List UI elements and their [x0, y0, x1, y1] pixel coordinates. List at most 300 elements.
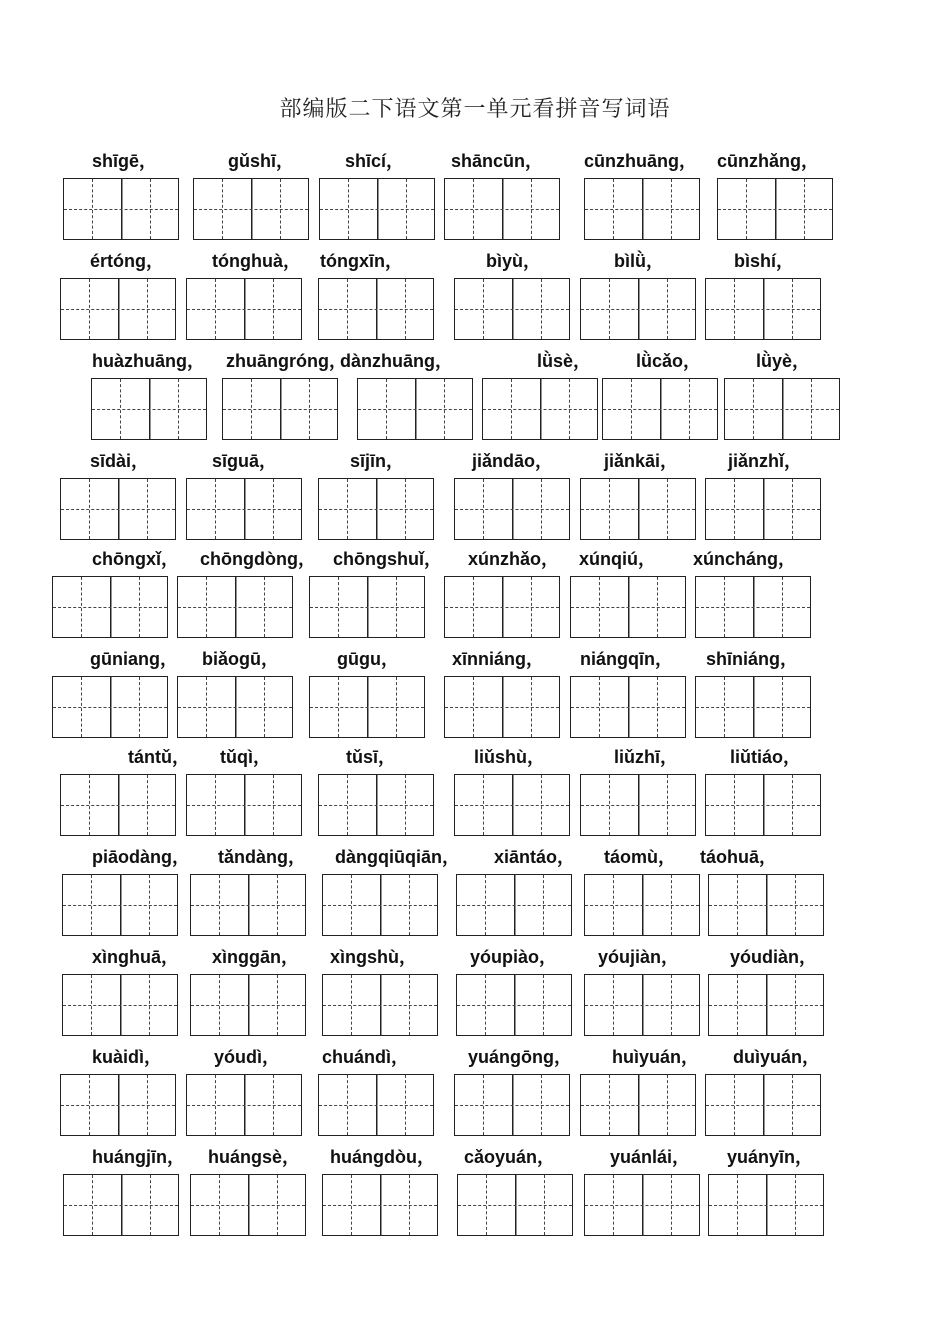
guide-line [541, 775, 542, 835]
guide-line [599, 677, 600, 737]
pinyin-prompt: jiǎndāo， [472, 451, 554, 471]
writing-grid-box[interactable] [318, 1074, 434, 1136]
pinyin-prompt: bìlǜ， [614, 251, 664, 271]
pinyin-prompt: shīniáng， [706, 649, 799, 669]
writing-grid-box[interactable] [444, 178, 560, 240]
word-row [0, 250, 950, 350]
guide-line [396, 577, 397, 637]
pinyin-prompt: niángqīn， [580, 649, 673, 669]
pinyin-prompt: huángjīn， [92, 1147, 185, 1167]
pinyin-prompt: xiāntáo， [494, 847, 576, 867]
pinyin-prompt: liǔzhī， [614, 747, 678, 767]
pinyin-prompt: chōngdòng， [200, 549, 316, 569]
guide-line [657, 577, 658, 637]
pinyin-prompt: dàngqiūqiān， [335, 847, 460, 867]
guide-line [603, 409, 717, 410]
guide-line [613, 1175, 614, 1235]
writing-grid-box[interactable] [60, 1074, 176, 1136]
guide-line [737, 875, 738, 935]
guide-line [609, 775, 610, 835]
guide-line [455, 309, 569, 310]
guide-line [61, 1105, 175, 1106]
guide-line [273, 1075, 274, 1135]
guide-line [541, 479, 542, 539]
guide-line [89, 1075, 90, 1135]
guide-line [457, 905, 571, 906]
guide-line [792, 479, 793, 539]
writing-grid-box[interactable] [708, 874, 824, 936]
pinyin-prompt: cūnzhuāng， [584, 151, 697, 171]
guide-line [737, 1175, 738, 1235]
guide-line [792, 1075, 793, 1135]
pinyin-prompt: xìnggān， [212, 947, 300, 967]
guide-line [485, 875, 486, 935]
guide-line [483, 775, 484, 835]
guide-line [178, 379, 179, 439]
guide-line [706, 509, 820, 510]
guide-line [147, 1075, 148, 1135]
writing-grid-box[interactable] [708, 1174, 824, 1236]
pinyin-prompt: xìngshù， [330, 947, 418, 967]
guide-line [396, 677, 397, 737]
guide-line [338, 677, 339, 737]
guide-line [187, 309, 301, 310]
guide-line [455, 1105, 569, 1106]
pinyin-prompt: gūgu， [337, 649, 399, 669]
pinyin-prompt: gǔshī， [228, 151, 294, 171]
guide-line [734, 279, 735, 339]
guide-line [782, 577, 783, 637]
writing-grid-box[interactable] [705, 478, 821, 540]
guide-line [92, 409, 206, 410]
pinyin-prompt: shīcí， [345, 151, 405, 171]
pinyin-prompt: liǔtiáo， [730, 747, 801, 767]
guide-line [139, 677, 140, 737]
guide-line [405, 479, 406, 539]
writing-grid-box[interactable] [454, 278, 570, 340]
guide-line [92, 1175, 93, 1235]
guide-line [811, 379, 812, 439]
word-row [0, 746, 950, 846]
writing-grid-box[interactable] [584, 874, 700, 936]
guide-line [150, 179, 151, 239]
writing-grid-box[interactable] [190, 874, 306, 936]
writing-grid-box[interactable] [695, 676, 811, 738]
writing-grid-box[interactable] [318, 478, 434, 540]
pinyin-prompt: tǎndàng， [218, 847, 306, 867]
writing-grid-box[interactable] [602, 378, 718, 440]
guide-line [215, 279, 216, 339]
pinyin-prompt: xīnniáng， [452, 649, 545, 669]
writing-grid-box[interactable] [193, 178, 309, 240]
writing-grid-box[interactable] [186, 278, 302, 340]
pinyin-prompt: táohuā， [700, 847, 778, 867]
guide-line [149, 875, 150, 935]
pinyin-prompt: chōngxǐ， [92, 549, 180, 569]
writing-grid-box[interactable] [52, 676, 168, 738]
writing-grid-box[interactable] [52, 576, 168, 638]
pinyin-prompt: xúncháng， [693, 549, 797, 569]
writing-grid-box[interactable] [705, 278, 821, 340]
guide-line [81, 677, 82, 737]
writing-grid-box[interactable] [580, 1074, 696, 1136]
guide-line [147, 479, 148, 539]
pinyin-prompt: chōngshuǐ， [333, 549, 442, 569]
writing-grid-box[interactable] [456, 974, 572, 1036]
guide-line [219, 875, 220, 935]
guide-line [139, 577, 140, 637]
guide-line [483, 1075, 484, 1135]
word-row [0, 150, 950, 250]
writing-grid-box[interactable] [62, 974, 178, 1036]
guide-line [455, 509, 569, 510]
guide-line [178, 707, 292, 708]
guide-line [81, 577, 82, 637]
guide-line [485, 975, 486, 1035]
guide-line [792, 279, 793, 339]
word-row [0, 846, 950, 946]
pinyin-prompt: gūniang， [90, 649, 178, 669]
guide-line [323, 1205, 437, 1206]
guide-line [405, 775, 406, 835]
writing-grid-box[interactable] [222, 378, 338, 440]
guide-line [323, 1005, 437, 1006]
writing-grid-box[interactable] [454, 1074, 570, 1136]
guide-line [347, 279, 348, 339]
pinyin-prompt: yuánlái， [610, 1147, 691, 1167]
guide-line [309, 379, 310, 439]
guide-line [64, 209, 178, 210]
guide-line [89, 775, 90, 835]
guide-line [273, 279, 274, 339]
guide-line [187, 805, 301, 806]
pinyin-prompt: cǎoyuán， [464, 1147, 556, 1167]
guide-line [724, 577, 725, 637]
writing-grid-box[interactable] [91, 378, 207, 440]
pinyin-prompt: bìyù， [486, 251, 542, 271]
guide-line [709, 1205, 823, 1206]
guide-line [753, 379, 754, 439]
guide-line [706, 1105, 820, 1106]
pinyin-prompt: tónghuà， [212, 251, 301, 271]
guide-line [150, 1175, 151, 1235]
page-title: 部编版二下语文第一单元看拼音写词语 [279, 97, 671, 122]
guide-line [215, 775, 216, 835]
guide-line [609, 279, 610, 339]
writing-grid-box[interactable] [482, 378, 598, 440]
guide-line [215, 479, 216, 539]
guide-line [409, 1175, 410, 1235]
guide-line [91, 975, 92, 1035]
guide-line [585, 905, 699, 906]
guide-line [473, 677, 474, 737]
writing-grid-box[interactable] [454, 478, 570, 540]
guide-line [657, 677, 658, 737]
writing-grid-box[interactable] [454, 774, 570, 836]
pinyin-prompt: biǎogū， [202, 649, 279, 669]
writing-grid-box[interactable] [190, 1174, 306, 1236]
pinyin-prompt: sīdài， [90, 451, 150, 471]
guide-line [569, 379, 570, 439]
pinyin-prompt: lǜcǎo， [636, 351, 702, 371]
writing-grid-box[interactable] [190, 974, 306, 1036]
guide-line [277, 975, 278, 1035]
pinyin-prompt: yóudiàn， [730, 947, 818, 967]
guide-line [191, 1005, 305, 1006]
pinyin-prompt: tǔsī， [346, 747, 397, 767]
guide-line [585, 1205, 699, 1206]
guide-line [609, 1075, 610, 1135]
pinyin-prompt: huìyuán， [612, 1047, 700, 1067]
guide-line [89, 479, 90, 539]
pinyin-prompt: értóng， [90, 251, 164, 271]
guide-line [671, 179, 672, 239]
writing-grid-box[interactable] [186, 478, 302, 540]
guide-line [206, 677, 207, 737]
pinyin-prompt: shīgē， [92, 151, 158, 171]
guide-line [706, 309, 820, 310]
writing-grid-box[interactable] [444, 576, 560, 638]
guide-line [795, 875, 796, 935]
writing-grid-box[interactable] [695, 576, 811, 638]
pinyin-prompt: cūnzhǎng， [717, 151, 819, 171]
pinyin-prompt: yóupiào， [470, 947, 558, 967]
guide-line [347, 1075, 348, 1135]
guide-line [147, 775, 148, 835]
guide-line [149, 975, 150, 1035]
writing-grid-box[interactable] [60, 478, 176, 540]
guide-line [264, 677, 265, 737]
word-row [0, 1046, 950, 1146]
guide-line [409, 975, 410, 1035]
pinyin-prompt: tǔqì， [220, 747, 271, 767]
writing-grid-box[interactable] [570, 576, 686, 638]
pinyin-prompt: yóudì， [214, 1047, 280, 1067]
writing-grid-box[interactable] [584, 1174, 700, 1236]
guide-line [671, 975, 672, 1035]
writing-grid-box[interactable] [60, 774, 176, 836]
writing-grid-box[interactable] [318, 278, 434, 340]
guide-line [61, 309, 175, 310]
guide-line [310, 607, 424, 608]
guide-line [53, 607, 167, 608]
pinyin-prompt: jiǎnkāi， [604, 451, 679, 471]
guide-line [671, 1175, 672, 1235]
pinyin-prompt: huángsè， [208, 1147, 301, 1167]
writing-grid-box[interactable] [357, 378, 473, 440]
guide-line [406, 179, 407, 239]
guide-line [737, 975, 738, 1035]
guide-line [734, 1075, 735, 1135]
guide-line [706, 805, 820, 806]
pinyin-prompt: shāncūn， [451, 151, 544, 171]
guide-line [631, 379, 632, 439]
guide-line [405, 279, 406, 339]
pinyin-prompt: yuángōng， [468, 1047, 572, 1067]
guide-line [219, 975, 220, 1035]
guide-line [319, 309, 433, 310]
writing-grid-box[interactable] [322, 874, 438, 936]
guide-line [191, 905, 305, 906]
word-row [0, 350, 950, 450]
guide-line [277, 875, 278, 935]
guide-line [191, 1205, 305, 1206]
writing-grid-box[interactable] [580, 478, 696, 540]
writing-grid-box[interactable] [457, 1174, 573, 1236]
writing-grid-box[interactable] [444, 676, 560, 738]
writing-grid-box[interactable] [177, 676, 293, 738]
guide-line [91, 875, 92, 935]
writing-grid-box[interactable] [186, 774, 302, 836]
guide-line [457, 1005, 571, 1006]
guide-line [61, 509, 175, 510]
writing-grid-box[interactable] [309, 676, 425, 738]
guide-line [319, 805, 433, 806]
pinyin-prompt: tóngxīn， [320, 251, 403, 271]
writing-grid-box[interactable] [580, 774, 696, 836]
guide-line [613, 975, 614, 1035]
writing-grid-box[interactable] [186, 1074, 302, 1136]
guide-line [445, 707, 559, 708]
guide-line [61, 805, 175, 806]
pinyin-prompt: táomù， [604, 847, 676, 867]
guide-line [724, 677, 725, 737]
guide-line [206, 577, 207, 637]
guide-line [264, 577, 265, 637]
guide-line [581, 509, 695, 510]
writing-grid-box[interactable] [724, 378, 840, 440]
writing-grid-box[interactable] [62, 874, 178, 936]
guide-line [473, 577, 474, 637]
pinyin-prompt: huángdòu， [330, 1147, 435, 1167]
writing-grid-box[interactable] [580, 278, 696, 340]
guide-line [222, 179, 223, 239]
guide-line [358, 409, 472, 410]
guide-line [795, 1175, 796, 1235]
guide-line [351, 1175, 352, 1235]
guide-line [671, 875, 672, 935]
guide-line [531, 179, 532, 239]
guide-line [64, 1205, 178, 1206]
writing-grid-box[interactable] [322, 1174, 438, 1236]
writing-grid-box[interactable] [322, 974, 438, 1036]
guide-line [795, 975, 796, 1035]
guide-line [483, 479, 484, 539]
guide-line [667, 479, 668, 539]
writing-grid-box[interactable] [318, 774, 434, 836]
guide-line [543, 875, 544, 935]
guide-line [804, 179, 805, 239]
guide-line [319, 1105, 433, 1106]
guide-line [613, 875, 614, 935]
guide-line [63, 905, 177, 906]
guide-line [194, 209, 308, 210]
guide-line [348, 179, 349, 239]
guide-line [544, 1175, 545, 1235]
guide-line [613, 179, 614, 239]
guide-line [386, 379, 387, 439]
guide-line [187, 509, 301, 510]
guide-line [585, 209, 699, 210]
guide-line [483, 409, 597, 410]
writing-grid-box[interactable] [570, 676, 686, 738]
guide-line [89, 279, 90, 339]
guide-line [689, 379, 690, 439]
writing-grid-box[interactable] [456, 874, 572, 936]
word-row [0, 548, 950, 648]
writing-grid-box[interactable] [60, 278, 176, 340]
writing-grid-box[interactable] [708, 974, 824, 1036]
guide-line [746, 179, 747, 239]
guide-line [541, 279, 542, 339]
guide-line [792, 775, 793, 835]
guide-line [734, 775, 735, 835]
guide-line [310, 707, 424, 708]
pinyin-prompt: yuányīn， [727, 1147, 814, 1167]
writing-grid-box[interactable] [705, 1074, 821, 1136]
guide-line [280, 179, 281, 239]
writing-grid-box[interactable] [63, 1174, 179, 1236]
writing-grid-box[interactable] [177, 576, 293, 638]
guide-line [571, 707, 685, 708]
guide-line [223, 409, 337, 410]
guide-line [215, 1075, 216, 1135]
guide-line [609, 479, 610, 539]
guide-line [581, 805, 695, 806]
guide-line [709, 1005, 823, 1006]
pinyin-prompt: jiǎnzhǐ， [728, 451, 803, 471]
guide-line [63, 1005, 177, 1006]
writing-grid-box[interactable] [584, 974, 700, 1036]
writing-grid-box[interactable] [309, 576, 425, 638]
writing-grid-box[interactable] [63, 178, 179, 240]
guide-line [718, 209, 832, 210]
guide-line [219, 1175, 220, 1235]
guide-line [458, 1205, 572, 1206]
pinyin-prompt: yóujiàn， [598, 947, 680, 967]
word-row [0, 450, 950, 550]
guide-line [455, 805, 569, 806]
guide-line [696, 607, 810, 608]
pinyin-prompt: duìyuán， [733, 1047, 821, 1067]
guide-line [782, 677, 783, 737]
word-row [0, 648, 950, 748]
guide-line [120, 379, 121, 439]
pinyin-prompt: lǜsè， [537, 351, 592, 371]
guide-line [92, 179, 93, 239]
guide-line [445, 209, 559, 210]
guide-line [696, 707, 810, 708]
guide-line [486, 1175, 487, 1235]
guide-line [531, 577, 532, 637]
guide-line [667, 279, 668, 339]
writing-grid-box[interactable] [584, 178, 700, 240]
pinyin-prompt: dànzhuāng， [340, 351, 453, 371]
writing-grid-box[interactable] [705, 774, 821, 836]
guide-line [444, 379, 445, 439]
writing-grid-box[interactable] [717, 178, 833, 240]
guide-line [531, 677, 532, 737]
guide-line [541, 1075, 542, 1135]
pinyin-prompt: kuàidì， [92, 1047, 163, 1067]
guide-line [667, 775, 668, 835]
pinyin-prompt: xúnqiú， [579, 549, 656, 569]
writing-grid-box[interactable] [319, 178, 435, 240]
pinyin-prompt: sīguā， [212, 451, 278, 471]
pinyin-prompt: liǔshù， [474, 747, 545, 767]
pinyin-prompt: lǜyè， [756, 351, 811, 371]
guide-line [405, 1075, 406, 1135]
